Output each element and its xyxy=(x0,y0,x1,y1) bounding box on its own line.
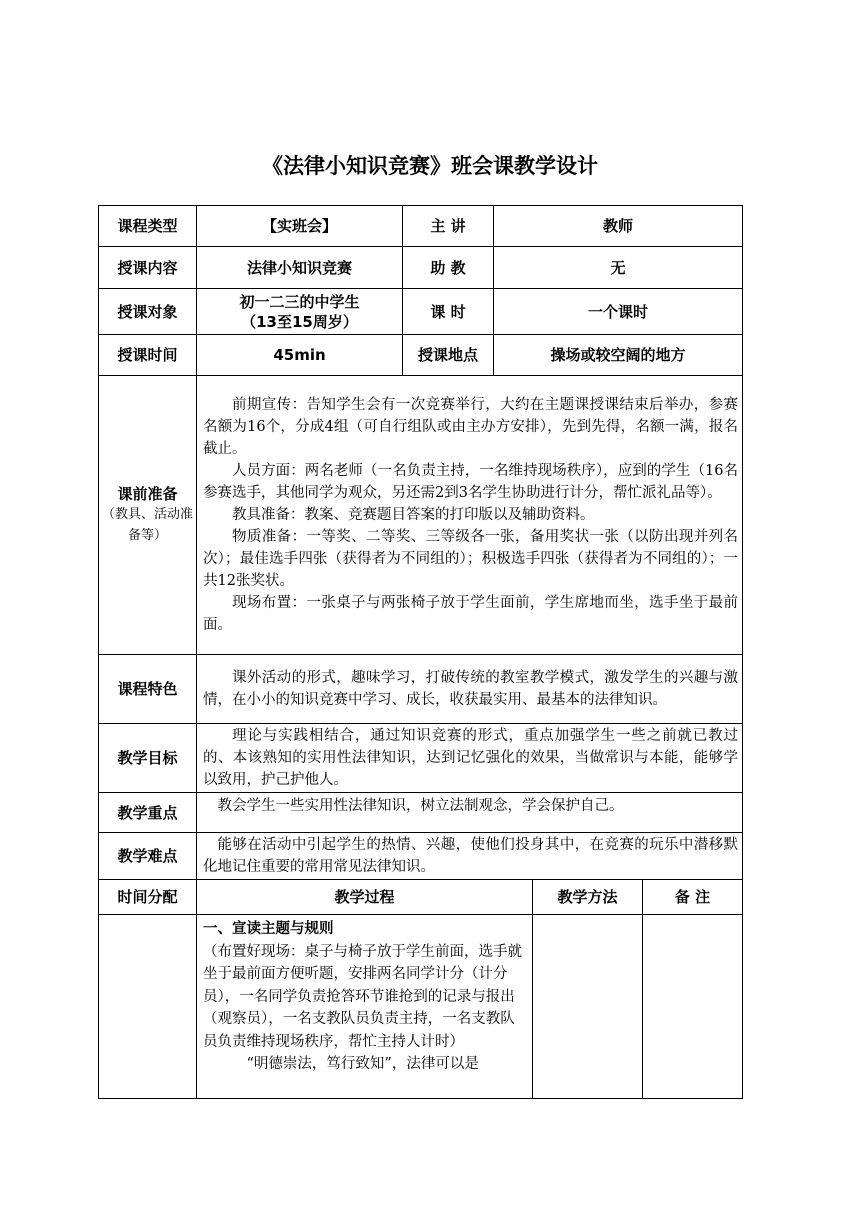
label-content: 授课内容 xyxy=(99,247,197,289)
header-process: 教学过程 xyxy=(197,880,533,915)
value-target-line1: 初一二三的中学生 xyxy=(239,292,360,311)
label-preparation-main: 课前准备 xyxy=(117,485,178,503)
row-course-type xyxy=(99,206,743,247)
row-difficulties xyxy=(99,833,743,880)
label-difficulties: 教学难点 xyxy=(99,833,197,880)
label-features: 课程特色 xyxy=(99,655,197,724)
row-target xyxy=(99,289,743,335)
header-remarks: 备 注 xyxy=(643,880,743,915)
row-process xyxy=(99,915,743,1099)
label-lecturer: 主 讲 xyxy=(403,206,494,247)
cell-method xyxy=(533,915,643,1099)
label-key-points: 教学重点 xyxy=(99,793,197,833)
row-features xyxy=(99,655,743,724)
process-paragraph: “明德崇法，笃行致知”，法律可以是 xyxy=(246,1056,479,1072)
value-assistant: 无 xyxy=(494,247,743,289)
label-class-hours: 课 时 xyxy=(403,289,494,335)
features-text: 课外活动的形式，趣味学习，打破传统的教室教学模式，激发学生的兴趣与激情，在小小的知识竞赛中学习、成长，收获最实用、最基本的法律知识。 xyxy=(197,655,743,724)
row-goals xyxy=(99,724,743,793)
label-course-type: 课程类型 xyxy=(99,206,197,247)
row-preparation xyxy=(99,376,743,655)
value-course-type: 【实班会】 xyxy=(197,206,403,247)
value-lecturer: 教师 xyxy=(494,206,743,247)
header-time-allocation: 时间分配 xyxy=(99,880,197,915)
lesson-plan-table xyxy=(98,205,743,1099)
header-method: 教学方法 xyxy=(533,880,643,915)
value-time: 45min xyxy=(197,335,403,376)
goals-text: 理论与实践相结合，通过知识竞赛的形式，重点加强学生一些之前就已教过的、本该熟知的实用性法律知识，达到记忆强化的效果，当做常识与本能，能够学以致用，护己护他人。 xyxy=(197,724,743,793)
process-paragraph: （布置好现场：桌子与椅子放于学生前面，选手就坐于最前面方便听题，安排两名同学计分（计分员），一名同学负责抢答环节谁抢到的记录与报出（观察员），一名支教队员负责主持，一名支教队员负责维持现场秩序，帮忙主持人计时） xyxy=(203,943,522,1050)
cell-time-allocation xyxy=(99,915,197,1099)
prep-paragraph: 教具准备：教案、竞赛题目答案的打印版以及辅助资料。 xyxy=(232,507,595,523)
value-target xyxy=(197,289,403,335)
label-goals: 教学目标 xyxy=(99,724,197,793)
label-assistant: 助 教 xyxy=(403,247,494,289)
value-target-line2: （13至15周岁） xyxy=(241,312,358,331)
prep-paragraph: 人员方面：两名老师（一名负责主持，一名维持现场秩序），应到的学生（16名参赛选手，其他同学为观众，另还需2到3名学生协助进行计分，帮忙派礼品等）。 xyxy=(203,463,739,501)
difficulties-text: 能够在活动中引起学生的热情、兴趣，使他们投身其中，在竞赛的玩乐中潜移默化地记住重要的常用常见法律知识。 xyxy=(197,833,743,880)
label-preparation xyxy=(99,376,197,655)
page-title: 《法律小知识竞赛》班会课教学设计 xyxy=(262,154,598,178)
value-location: 操场或较空阔的地方 xyxy=(494,335,743,376)
label-target: 授课对象 xyxy=(99,289,197,335)
prep-paragraph: 物质准备：一等奖、二等奖、三等级各一张，备用奖状一张（以防出现并列名次）；最佳选手四张（获得者为不同组的）；积极选手四张（获得者为不同组的）；一共12张奖状。 xyxy=(203,529,739,589)
cell-remarks xyxy=(643,915,743,1099)
label-location: 授课地点 xyxy=(403,335,494,376)
row-process-header xyxy=(99,880,743,915)
label-time: 授课时间 xyxy=(99,335,197,376)
row-time xyxy=(99,335,743,376)
row-content xyxy=(99,247,743,289)
key-points-text: 教会学生一些实用性法律知识，树立法制观念，学会保护自己。 xyxy=(197,793,743,833)
cell-process xyxy=(197,915,533,1099)
value-class-hours: 一个课时 xyxy=(494,289,743,335)
process-heading: 一、宣读主题与规则 xyxy=(203,921,334,937)
label-preparation-sub: （教具、活动准备等） xyxy=(101,507,193,543)
value-content: 法律小知识竞赛 xyxy=(197,247,403,289)
prep-paragraph: 现场布置：一张桌子与两张椅子放于学生面前，学生席地而坐，选手坐于最前面。 xyxy=(203,595,739,633)
prep-paragraph: 前期宣传：告知学生会有一次竞赛举行，大约在主题课授课结束后举办，参赛名额为16个，分成4组（可自行组队或由主办方安排），先到先得，名额一满，报名截止。 xyxy=(203,397,739,457)
row-key-points xyxy=(99,793,743,833)
preparation-content xyxy=(197,376,743,655)
